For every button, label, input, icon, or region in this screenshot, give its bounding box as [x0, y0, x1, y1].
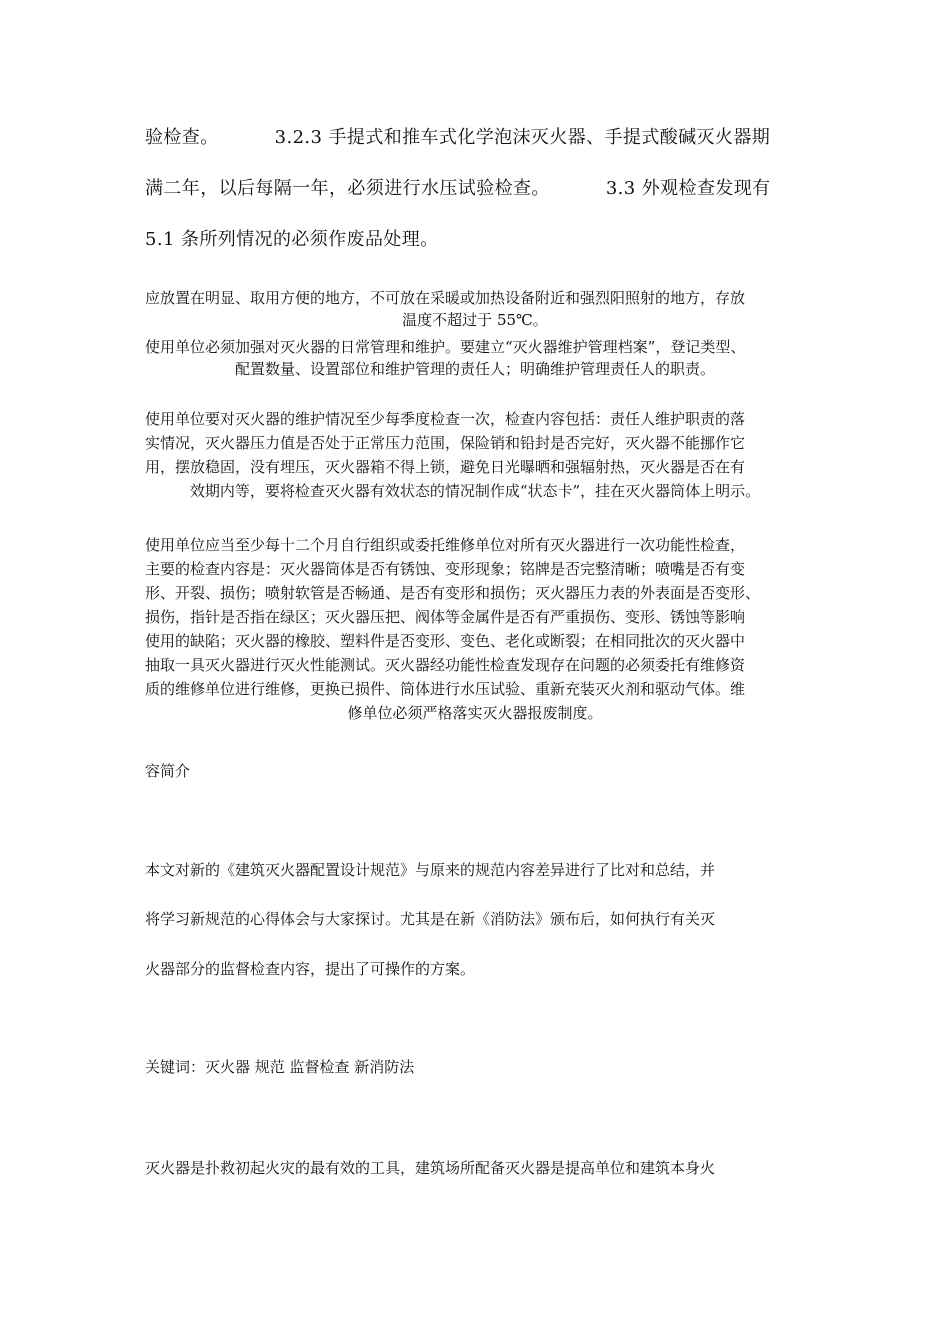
body-start: 灭火器是扑救初起火灾的最有效的工具，建筑场所配备灭火器是提高单位和建筑本身火 [145, 1159, 716, 1177]
para4-line1: 使用单位应当至少每十二个月自行组织或委托维修单位对所有灭火器进行一次功能性检查， [145, 536, 746, 554]
section-3-3: 3.3 外观检查发现有 [605, 178, 771, 199]
para2-line2: 配置数量、设置部位和维护管理的责任人；明确维护管理责任人的职责。 [234, 360, 715, 378]
para2-line1: 使用单位必须加强对灭火器的日常管理和维护。要建立“灭火器维护管理档案”，登记类型、 [145, 338, 746, 356]
para3-line2: 实情况，灭火器压力值是否处于正常压力范围，保险销和铅封是否完好，灭火器不能挪作它 [145, 434, 746, 452]
top-line-2-start: 满二年，以后每隔一年，必须进行水压试验检查。 [145, 178, 550, 199]
para4-line6: 抽取一具灭火器进行灭火性能测试。灭火器经功能性检查发现存在问题的必须委托有维修资 [145, 656, 746, 674]
para4-line2: 主要的检查内容是：灭火器筒体是否有锈蚀、变形现象；铭牌是否完整清晰；喷嘴是否有变 [145, 560, 746, 578]
section-3-2-3: 3.2.3 手提式和推车式化学泡沫灭火器、手提式酸碱灭火器期 [274, 127, 771, 148]
top-line-1-start: 验检查。 [145, 127, 219, 148]
para3-line4: 效期内等，要将检查灭火器有效状态的情况制作成“状态卡”，挂在灭火器筒体上明示。 [189, 482, 761, 500]
para4-line8: 修单位必须严格落实灭火器报废制度。 [347, 704, 603, 722]
para4-line5: 使用的缺陷；灭火器的橡胶、塑料件是否变形、变色、老化或断裂；在相同批次的灭火器中 [145, 632, 746, 650]
top-line-2 [145, 177, 805, 201]
para1-line1: 应放置在明显、取用方便的地方，不可放在采暖或加热设备附近和强烈阳照射的地方，存放 [145, 289, 746, 307]
abstract-line2: 将学习新规范的心得体会与大家探讨。尤其是在新《消防法》颁布后，如何执行有关灭 [145, 910, 716, 928]
keywords: 关键词：灭火器 规范 监督检查 新消防法 [145, 1058, 415, 1076]
abstract-line1: 本文对新的《建筑灭火器配置设计规范》与原来的规范内容差异进行了比对和总结，并 [145, 861, 716, 879]
para4-line4: 损伤，指针是否指在绿区；灭火器压把、阀体等金属件是否有严重损伤、变形、锈蚀等影响 [145, 608, 746, 626]
intro-heading: 容简介 [145, 762, 191, 780]
para3-line1: 使用单位要对灭火器的维护情况至少每季度检查一次，检查内容包括：责任人维护职责的落 [145, 410, 746, 428]
para1-line2: 温度不超过于 55℃。 [402, 311, 548, 329]
para3-line3: 用，摆放稳固，没有埋压，灭火器箱不得上锁，避免日光曝晒和强辐射热，灭火器是否在有 [145, 458, 746, 476]
top-line-3: 5.1 条所列情况的必须作废品处理。 [145, 229, 439, 250]
abstract-line3: 火器部分的监督检查内容，提出了可操作的方案。 [145, 960, 476, 978]
top-line-1 [145, 126, 805, 150]
para4-line3: 形、开裂、损伤；喷射软管是否畅通、是否有变形和损伤；灭火器压力表的外表面是否变形、 [145, 584, 761, 602]
para4-line7: 质的维修单位进行维修，更换已损件、筒体进行水压试验、重新充装灭火剂和驱动气体。维 [145, 680, 746, 698]
